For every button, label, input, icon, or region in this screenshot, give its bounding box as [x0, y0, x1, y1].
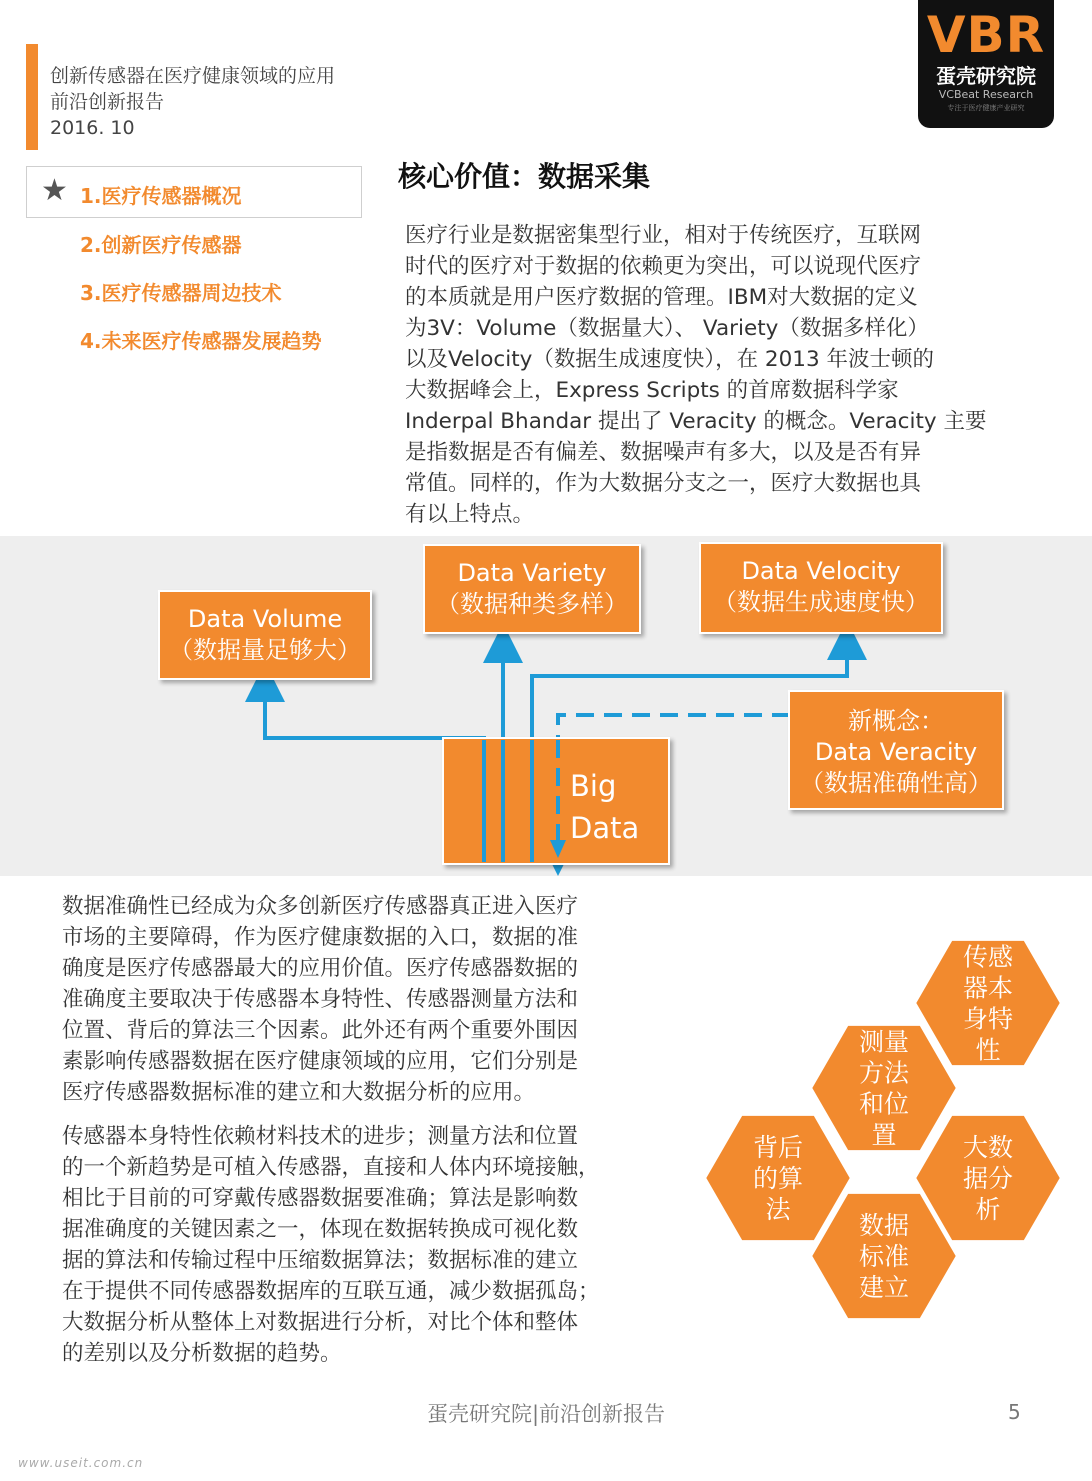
body1-line: 素影响传感器数据在医疗健康领域的应用，它们分别是	[62, 1049, 579, 1074]
veracity-label: 新概念：	[848, 707, 944, 735]
logo-cn-name: 蛋壳研究院	[936, 64, 1036, 88]
logo-en-name: VCBeat Research	[938, 88, 1034, 101]
hex-label: 析	[975, 1195, 1001, 1224]
star-icon: ★	[41, 173, 68, 208]
hex-label: 背后	[752, 1133, 804, 1162]
page-number: 5	[1008, 1400, 1021, 1424]
section-title: 核心价值：数据采集	[398, 160, 651, 193]
hex-label: 据分	[962, 1164, 1014, 1193]
volume-subtitle: （数据量足够大）	[169, 636, 361, 664]
hex-label: 方法	[858, 1058, 910, 1088]
hex-label: 传感	[962, 942, 1014, 972]
hexagon-cluster	[700, 910, 1072, 1350]
intro-line: 以及Velocity（数据生成速度快），在 2013 年波士顿的	[405, 347, 934, 372]
body2-line: 大数据分析从整体上对数据进行分析，对比个体和整体	[62, 1310, 579, 1335]
nav-item-innovative-sensors[interactable]: 2.创新医疗传感器	[80, 233, 242, 257]
hex-label: 和位	[858, 1089, 910, 1119]
intro-line: 医疗行业是数据密集型行业，相对于传统医疗，互联网	[405, 223, 922, 248]
hex-label: 标准	[858, 1242, 910, 1271]
hex-label: 数据	[858, 1211, 910, 1240]
intro-line: 有以上特点。	[405, 502, 535, 527]
body-paragraph-1	[62, 891, 678, 1108]
body2-line: 据的算法和传输过程中压缩数据算法；数据标准的建立	[62, 1248, 579, 1273]
body2-line: 据准确度的关键因素之一，体现在数据转换成可视化数	[62, 1217, 579, 1242]
report-topic: 创新传感器在医疗健康领域的应用	[50, 65, 336, 87]
intro-line: 是指数据是否有偏差、数据噪声有多大，以及是否有异	[405, 440, 922, 465]
body2-line: 的一个新趋势是可植入传感器，直接和人体内环境接触，	[62, 1155, 600, 1180]
body1-line: 医疗传感器数据标准的建立和大数据分析的应用。	[62, 1080, 536, 1105]
body1-line: 位置、背后的算法三个因素。此外还有两个重要外围因	[62, 1018, 579, 1043]
bigdata-line2: Data	[570, 811, 640, 845]
body1-line: 确度是医疗传感器最大的应用价值。医疗传感器数据的	[62, 956, 579, 981]
nav-item-future-trends[interactable]: 4.未来医疗传感器发展趋势	[80, 329, 322, 353]
nav-item-overview[interactable]: 1.医疗传感器概况	[80, 184, 242, 208]
veracity-subtitle: （数据准确性高）	[800, 769, 992, 797]
watermark-text: www.useit.com.cn	[18, 1456, 144, 1470]
hex-label: 测量	[858, 1027, 910, 1057]
intro-line: 为3V：Volume（数据量大）、 Variety（数据多样化）	[405, 316, 929, 341]
body1-line: 准确度主要取决于传感器本身特性、传感器测量方法和	[62, 987, 579, 1012]
report-date: 2016. 10	[50, 117, 135, 139]
body-paragraph-2	[62, 1121, 688, 1369]
hex-label: 置	[871, 1120, 897, 1150]
intro-line: 大数据峰会上，Express Scripts 的首席数据科学家	[405, 378, 899, 403]
intro-line: Inderpal Bhandar 提出了 Veracity 的概念。Veracity 主要	[405, 409, 987, 434]
veracity-title: Data Veracity	[814, 738, 978, 766]
intro-line: 时代的医疗对于数据的依赖更为突出，可以说现代医疗	[405, 254, 922, 279]
footer-text: 蛋壳研究院|前沿创新报告	[426, 1402, 666, 1426]
body1-line: 数据准确性已经成为众多创新医疗传感器真正进入医疗	[62, 894, 579, 919]
report-type: 前沿创新报告	[50, 91, 165, 113]
body2-line: 的差别以及分析数据的趋势。	[62, 1341, 342, 1366]
hex-label: 身特	[962, 1004, 1014, 1034]
hex-label: 性	[975, 1035, 1001, 1065]
hex-label: 器本	[962, 973, 1014, 1003]
nav-item-related-tech[interactable]: 3.医疗传感器周边技术	[80, 281, 282, 305]
velocity-title: Data Velocity	[741, 557, 901, 585]
intro-line: 常值。同样的，作为大数据分支之一，医疗大数据也具	[405, 471, 922, 496]
velocity-subtitle: （数据生成速度快）	[713, 588, 929, 616]
hex-label: 建立	[858, 1273, 910, 1302]
body2-line: 相比于目前的可穿戴传感器数据要准确；算法是影响数	[62, 1186, 579, 1211]
bigdata-line1: Big	[570, 769, 617, 803]
body2-line: 传感器本身特性依赖材料技术的进步；测量方法和位置	[62, 1124, 579, 1149]
hex-label: 大数	[962, 1133, 1014, 1162]
hex-label: 法	[765, 1195, 791, 1224]
variety-title: Data Variety	[457, 559, 607, 587]
variety-subtitle: （数据种类多样）	[436, 590, 628, 618]
volume-title: Data Volume	[187, 605, 343, 633]
hex-label: 的算	[752, 1164, 804, 1193]
logo-mark: VBR	[926, 6, 1046, 64]
body1-line: 市场的主要障碍，作为医疗健康数据的入口，数据的准	[62, 925, 579, 950]
intro-line: 的本质就是用户医疗数据的管理。IBM对大数据的定义	[405, 285, 918, 310]
body2-line: 在于提供不同传感器数据库的互联互通，减少数据孤岛；	[62, 1279, 600, 1304]
logo-tagline: 专注于医疗健康产业研究	[947, 104, 1025, 112]
